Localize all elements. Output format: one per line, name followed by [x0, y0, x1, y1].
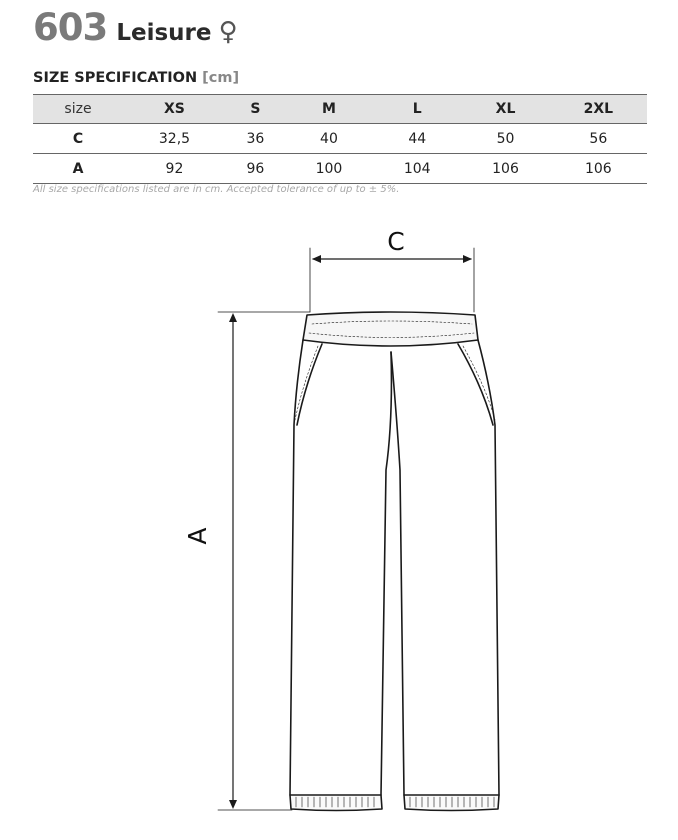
- female-icon: ♀: [218, 17, 238, 47]
- pants-icon: [290, 312, 499, 811]
- size-s: S: [226, 95, 285, 124]
- size-l: L: [373, 95, 461, 124]
- dimension-c-line: [310, 248, 474, 312]
- table-cell: 50: [461, 124, 549, 154]
- size-2xl: 2XL: [550, 95, 647, 124]
- table-cell: 36: [226, 124, 285, 154]
- table-cell: 40: [285, 124, 373, 154]
- dimension-c-label: C: [387, 227, 405, 256]
- size-xl: XL: [461, 95, 549, 124]
- model-number: 603: [33, 6, 108, 49]
- size-header-label: size: [33, 95, 123, 124]
- table-cell: 106: [461, 154, 549, 184]
- spec-unit: [cm]: [202, 70, 240, 86]
- table-cell: 32,5: [123, 124, 226, 154]
- table-cell: 44: [373, 124, 461, 154]
- size-m: M: [285, 95, 373, 124]
- row-label: A: [33, 154, 123, 184]
- row-label: C: [33, 124, 123, 154]
- model-name: Leisure: [116, 20, 212, 46]
- table-cell: 100: [285, 154, 373, 184]
- dimension-a-label: A: [183, 527, 212, 545]
- table-cell: 104: [373, 154, 461, 184]
- table-cell: 56: [550, 124, 647, 154]
- table-cell: 96: [226, 154, 285, 184]
- table-cell: 106: [550, 154, 647, 184]
- table-cell: 92: [123, 154, 226, 184]
- spec-heading-text: SIZE SPECIFICATION: [33, 70, 198, 86]
- tolerance-note: All size specifications listed are in cm. Accepted tolerance of up to ± 5%.: [33, 184, 400, 195]
- size-xs: XS: [123, 95, 226, 124]
